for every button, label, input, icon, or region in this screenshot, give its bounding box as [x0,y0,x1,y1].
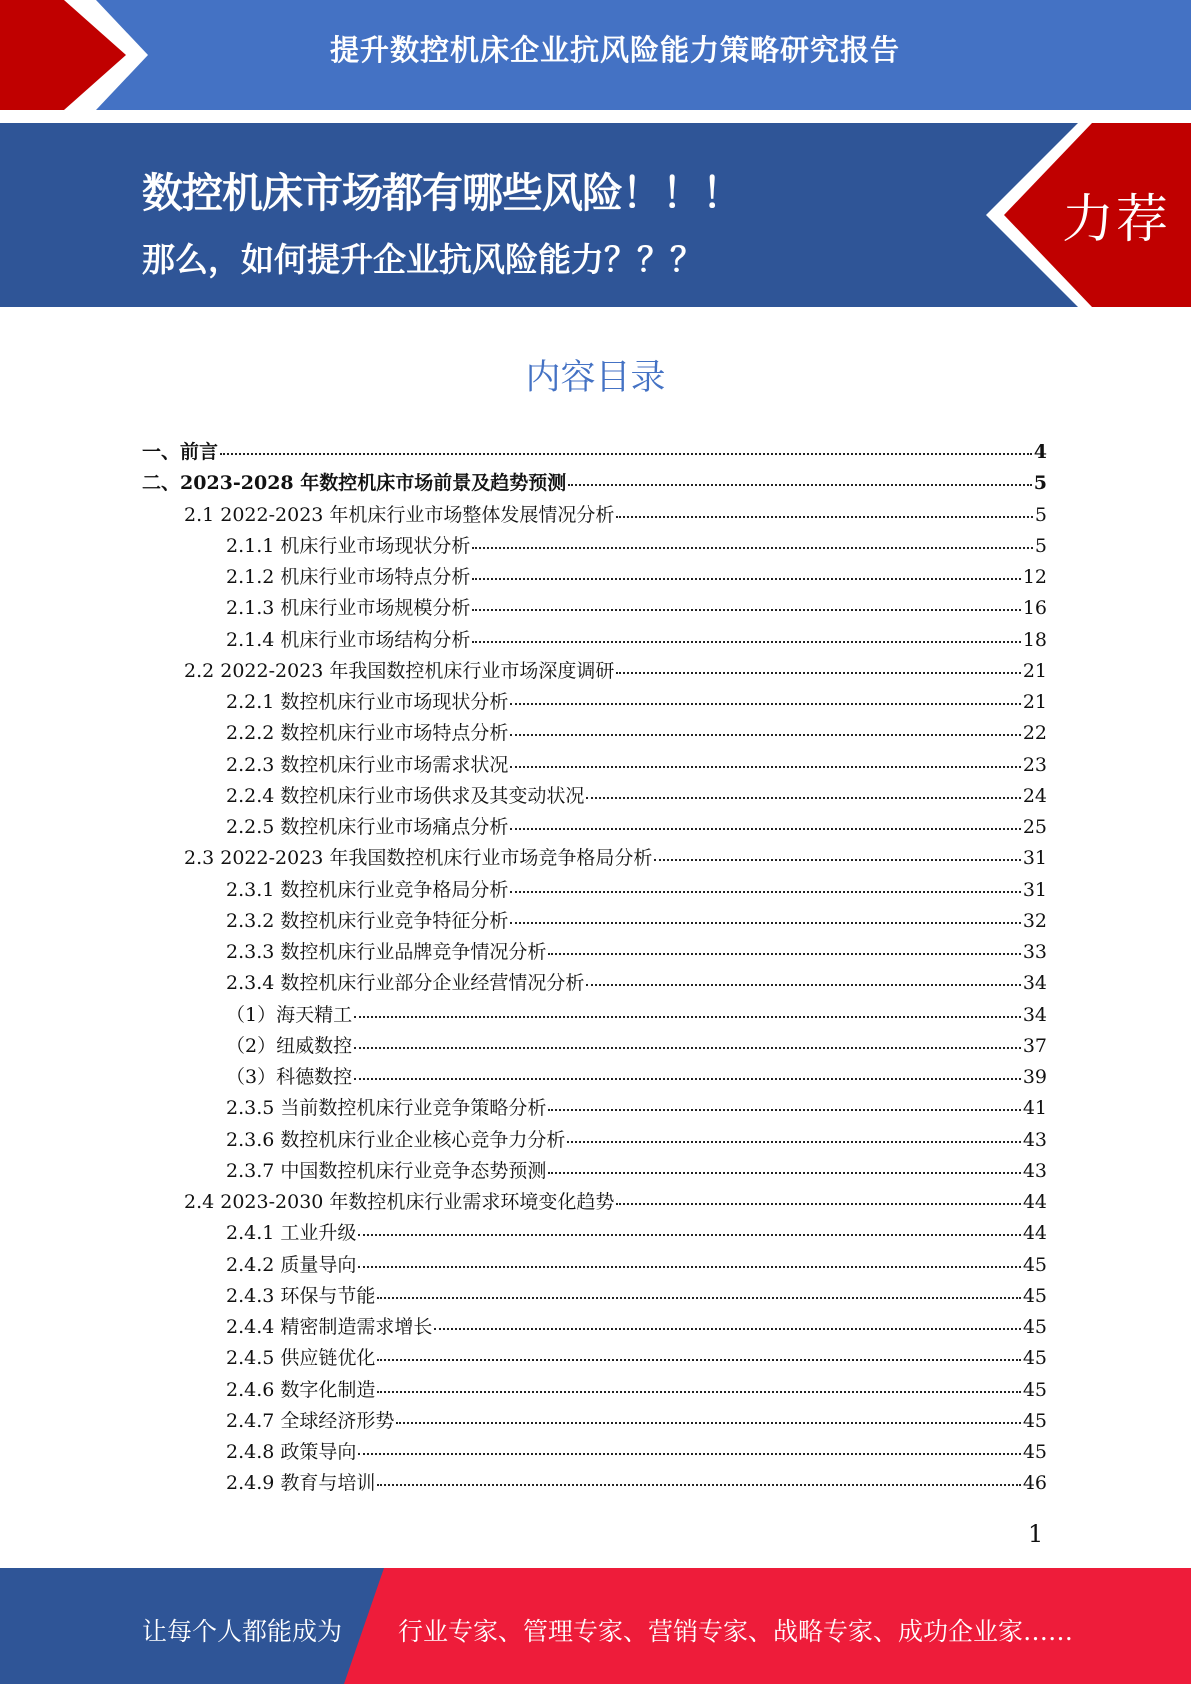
toc-dot-leader [548,1172,1020,1174]
hero-headline: 数控机床市场都有哪些风险！！！ [142,169,742,217]
toc-entry[interactable] [184,656,1047,687]
footer-slogan-left: 让每个人都能成为 [142,1617,343,1646]
toc-entry-label: 2.2.5 数控机床行业市场痛点分析 [226,816,509,838]
toc-entry-label: 2.3.7 中国数控机床行业竞争态势预测 [226,1159,547,1182]
toc-entry-label: 2.2 2022-2023 年我国数控机床行业市场深度调研 [184,659,615,682]
toc-entry-page: 32 [1022,909,1047,932]
toc-entry-label: （1）海天精工 [226,1003,353,1026]
toc-entry[interactable] [226,1093,1047,1124]
toc-dot-leader [472,547,1033,549]
toc-entry[interactable] [184,1187,1047,1218]
toc-dot-leader [358,1453,1020,1455]
toc-entry[interactable] [226,812,1047,843]
toc-entry-label: 2.1.3 机床行业市场规模分析 [226,597,471,620]
toc-dot-leader [510,891,1020,893]
toc-dot-leader [354,1078,1021,1080]
toc-entry-label: 2.1.1 机床行业市场现状分析 [226,534,471,557]
toc-dot-leader [654,859,1020,861]
toc-entry-label: 2.4.1 工业升级 [226,1222,357,1245]
toc-entry-page: 45 [1022,1284,1047,1307]
toc-entry-page: 31 [1022,878,1047,901]
toc-entry[interactable] [226,687,1047,718]
toc-dot-leader [510,828,1020,830]
toc-dot-leader [510,734,1020,736]
toc-entry-page: 5 [1034,503,1047,526]
toc-entry-label: 2.3.1 数控机床行业竞争格局分析 [226,878,509,901]
toc-dot-leader [354,1047,1021,1049]
toc-entry[interactable] [142,437,1047,468]
toc-entry-page: 25 [1022,816,1047,838]
toc-entry[interactable] [226,562,1047,593]
toc-dot-leader [377,1297,1020,1299]
toc-entry-page: 4 [1033,441,1047,463]
toc-entry-page: 21 [1022,659,1047,682]
toc-entry-label: 2.4.2 质量导向 [226,1253,357,1276]
toc-dot-leader [567,1141,1020,1143]
toc-entry-label: 2.4.9 教育与培训 [226,1472,376,1495]
toc-entry-label: 2.3.3 数控机床行业品牌竞争情况分析 [226,941,547,963]
toc-entry-page: 5 [1033,472,1047,495]
toc-entry[interactable] [226,1218,1047,1249]
toc-dot-leader [510,922,1020,924]
toc-entry-label: 2.4.8 政策导向 [226,1441,357,1463]
toc-dot-leader [586,984,1020,986]
toc-entry-page: 16 [1022,597,1047,620]
toc-entry[interactable] [184,843,1047,874]
toc-entry-label: 2.3.2 数控机床行业竞争特征分析 [226,909,509,932]
toc-entry[interactable] [226,1250,1047,1281]
toc-dot-leader [586,797,1020,799]
toc-dot-leader [472,578,1020,580]
toc-entry-label: 一、前言 [142,441,219,463]
toc-dot-leader [472,641,1020,643]
toc-entry[interactable] [226,937,1047,968]
toc-entry[interactable] [226,625,1047,656]
toc-entry[interactable] [184,500,1047,531]
toc-entry-page: 21 [1022,691,1047,713]
toc-entry-page: 41 [1022,1097,1047,1120]
toc-entry-label: 二、2023-2028 年数控机床市场前景及趋势预测 [142,472,567,495]
toc-entry-page: 39 [1022,1066,1047,1088]
toc-dot-leader [377,1391,1020,1393]
toc-entry-page: 5 [1034,534,1047,557]
toc-dot-leader [510,766,1020,768]
footer-slogan-right: 行业专家、管理专家、营销专家、战略专家、成功企业家…… [398,1617,1074,1646]
toc-dot-leader [548,953,1020,955]
toc-entry-page: 43 [1022,1128,1047,1151]
toc-entry-page: 34 [1022,1003,1047,1026]
toc-entry[interactable] [226,1281,1047,1312]
toc-entry-page: 45 [1022,1253,1047,1276]
toc-dot-leader [568,484,1032,486]
toc-entry-label: 2.2.1 数控机床行业市场现状分析 [226,691,509,713]
toc-entry-label: 2.3 2022-2023 年我国数控机床行业市场竞争格局分析 [184,847,653,870]
toc-entry[interactable] [226,1437,1047,1468]
toc-entry-label: 2.3.5 当前数控机床行业竞争策略分析 [226,1097,547,1120]
toc-entry-label: 2.1 2022-2023 年机床行业市场整体发展情况分析 [184,503,615,526]
toc-entry[interactable] [142,468,1047,499]
toc-entry-page: 44 [1022,1222,1047,1245]
toc-entry-label: 2.4.5 供应链优化 [226,1347,376,1370]
toc-entry-page: 45 [1022,1409,1047,1432]
toc-entry-page: 44 [1022,1191,1047,1213]
toc-entry[interactable] [226,875,1047,906]
toc-entry-page: 46 [1022,1472,1047,1495]
toc-entry[interactable] [226,781,1047,812]
toc-entry-page: 43 [1022,1159,1047,1182]
toc-entry-label: （3）科德数控 [226,1066,353,1088]
toc-entry-page: 18 [1022,628,1047,651]
toc-dot-leader [354,1016,1021,1018]
toc-entry-label: 2.2.3 数控机床行业市场需求状况 [226,753,509,776]
toc-dot-leader [616,672,1020,674]
toc-entry-label: 2.4.4 精密制造需求增长 [226,1316,433,1338]
toc-entry[interactable] [226,906,1047,937]
toc-entry[interactable] [226,1406,1047,1437]
toc-dot-leader [377,1484,1020,1486]
toc-entry-label: 2.4.6 数字化制造 [226,1378,376,1401]
toc-dot-leader [616,516,1032,518]
toc-entry-page: 45 [1022,1316,1047,1338]
toc-entry[interactable] [226,750,1047,781]
toc-entry[interactable] [226,968,1047,999]
toc-entry-label: 2.2.4 数控机床行业市场供求及其变动状况 [226,784,585,807]
toc-entry-page: 45 [1022,1347,1047,1370]
toc-entry-page: 23 [1022,753,1047,776]
toc-dot-leader [510,703,1020,705]
toc-entry-label: （2）纽威数控 [226,1034,353,1057]
toc-entry[interactable] [226,1000,1047,1031]
toc-entry-page: 34 [1022,972,1047,995]
toc-entry[interactable] [226,1375,1047,1406]
hero-subheadline: 那么，如何提升企业抗风险能力？？？ [142,240,703,279]
toc-entry-page: 12 [1022,566,1047,588]
toc-entry[interactable] [226,1125,1047,1156]
toc-entry-label: 2.2.2 数控机床行业市场特点分析 [226,722,509,745]
toc-dot-leader [358,1266,1020,1268]
toc-entry-page: 37 [1022,1034,1047,1057]
toc-entry-page: 33 [1022,941,1047,963]
toc-dot-leader [377,1359,1020,1361]
toc-heading: 内容目录 [525,358,666,398]
toc-dot-leader [434,1328,1020,1330]
toc-entry-page: 24 [1022,784,1047,807]
toc-entry-label: 2.3.6 数控机床行业企业核心竞争力分析 [226,1128,566,1151]
toc-entry-page: 31 [1022,847,1047,870]
toc-dot-leader [472,609,1020,611]
toc-entry-label: 2.1.4 机床行业市场结构分析 [226,628,471,651]
report-title: 提升数控机床企业抗风险能力策略研究报告 [329,33,900,67]
toc-entry[interactable] [226,593,1047,624]
toc-entry-page: 45 [1022,1441,1047,1463]
toc-entry[interactable] [226,718,1047,749]
toc-dot-leader [220,453,1032,455]
toc-entry-label: 2.4.3 环保与节能 [226,1284,376,1307]
toc-entry-label: 2.4.7 全球经济形势 [226,1409,395,1432]
recommend-badge: 力荐 [1062,190,1171,250]
toc-entry[interactable] [226,1031,1047,1062]
toc-entry-page: 22 [1022,722,1047,745]
toc-entry-label: 2.3.4 数控机床行业部分企业经营情况分析 [226,972,585,995]
toc-entry-label: 2.1.2 机床行业市场特点分析 [226,566,471,588]
page-number: 1 [1028,1520,1044,1548]
toc-dot-leader [548,1109,1020,1111]
toc-dot-leader [396,1422,1020,1424]
toc-entry[interactable] [226,1312,1047,1343]
toc-entry[interactable] [226,531,1047,562]
toc-dot-leader [358,1234,1020,1236]
toc-entry-label: 2.4 2023-2030 年数控机床行业需求环境变化趋势 [184,1191,615,1213]
toc-entry[interactable] [226,1062,1047,1093]
toc-dot-leader [616,1203,1020,1205]
toc-entry[interactable] [226,1343,1047,1374]
toc-entry-page: 45 [1022,1378,1047,1401]
toc-entry[interactable] [226,1468,1047,1499]
toc-entry[interactable] [226,1156,1047,1187]
